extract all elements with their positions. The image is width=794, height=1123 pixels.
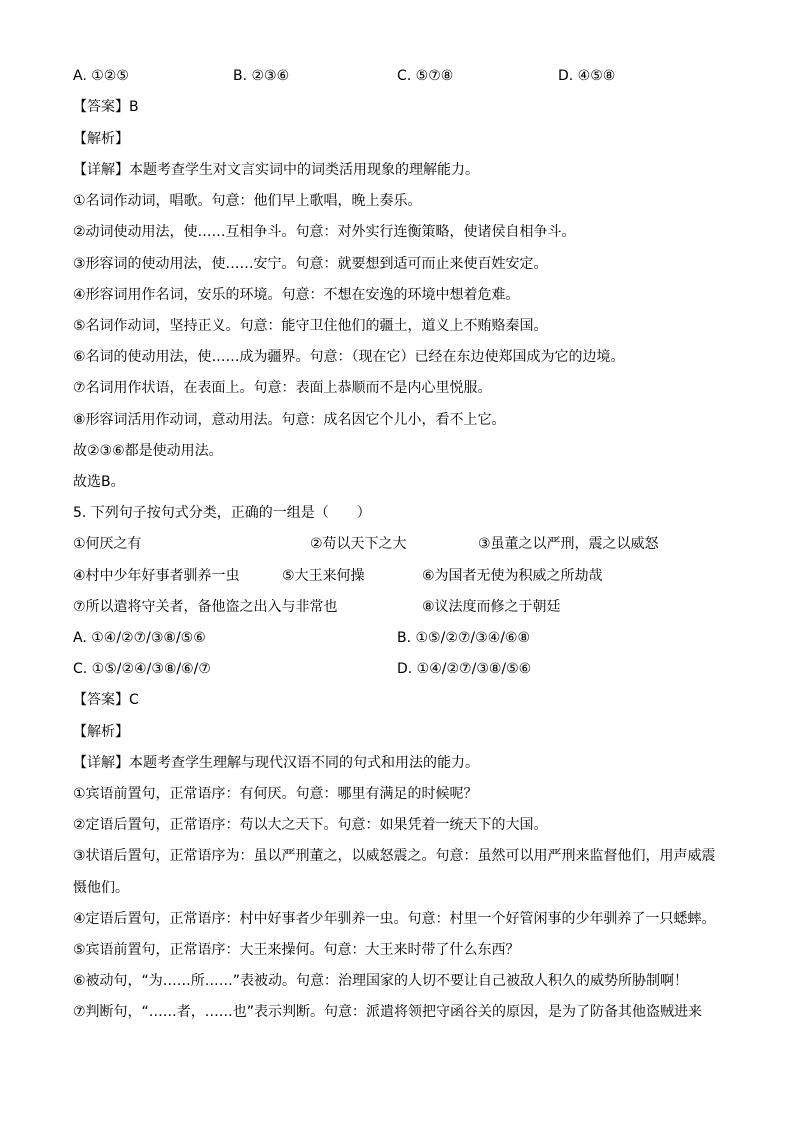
q5-sentence: ②苟以天下之大 [310,536,407,552]
q5-item: ⑦判断句，“……者，……也”表示判断。句意：派遣将领把守函谷关的原因，是为了防备其他盗贼进来 [73,1004,703,1020]
q4-analysis-label: 【解析】 [73,131,129,147]
q4-item: ②动词使动用法，使……互相争斗。句意：对外实行连衡策略，使诸侯自相争斗。 [73,224,576,240]
q4-final: 故选B。 [73,474,125,490]
q4-item: ⑥名词的使动用法，使……成为疆界。句意：（现在它）已经在东边使郑国成为它的边境。 [73,349,625,365]
q5-sentence: ⑥为国者无使为积威之所劫哉 [422,568,603,584]
q5-item: ⑥被动句，“为……所……”表被动。句意：治理国家的人切不要让自己被敌人积久的威势所胁制啊！ [73,973,689,989]
q4-item: ①名词作动词，唱歌。句意：他们早上歌唱，晚上奏乐。 [73,193,422,209]
q5-detail: 【详解】本题考查学生理解与现代汉语不同的句式和用法的能力。 [73,755,479,771]
q4-item: ③形容词的使动用法，使……安宁。句意：就要想到适可而止来使百姓安定。 [73,256,548,272]
q5-sentence: ③虽董之以严刑，震之以威怒 [478,536,659,552]
q4-option-b: B. ②③⑥ [233,68,290,84]
q5-sentence: ⑦所以遣将守关者，备他盗之出入与非常也 [73,599,338,615]
q5-stem: 5. 下列句子按句式分类，正确的一组是（ ） [73,505,371,521]
q4-option-c: C. ⑤⑦⑧ [397,68,454,84]
q4-detail: 【详解】本题考查学生对文言实词中的词类活用现象的理解能力。 [73,162,479,178]
q5-item: ①宾语前置句，正常语序：有何厌。句意：哪里有满足的时候呢？ [73,786,478,802]
q5-option-c: C. ①⑤/②④/③⑧/⑥/⑦ [73,661,211,677]
q4-option-a: A. ①②⑤ [73,68,129,84]
q4-item: ⑤名词作动词，坚持正义。句意：能守卫住他们的疆土，道义上不贿赂秦国。 [73,318,548,334]
q5-item: ③状语后置句，正常语序为：虽以严刑董之，以威怒震之。句意：虽然可以用严刑来监督他们，用声威震 [73,848,716,864]
q4-option-d: D. ④⑤⑧ [558,68,616,84]
q5-item: ②定语后置句，正常语序：苟以大之天下。句意：如果凭着一统天下的大国。 [73,817,548,833]
q5-option-b: B. ①⑤/②⑦/③④/⑥⑧ [397,630,531,646]
q4-answer: 【答案】B [73,99,139,115]
q5-item: ④定语后置句，正常语序：村中好事者少年驯养一虫。句意：村里一个好管闲事的少年驯养了一只蟋蟀。 [73,911,716,927]
q4-conclusion: 故②③⑥都是使动用法。 [73,443,223,459]
q5-sentence: ⑧议法度而修之于朝廷 [422,599,561,615]
q4-item: ⑦名词用作状语，在表面上。句意：表面上恭顺而不是内心里悦服。 [73,380,492,396]
q5-answer: 【答案】C [73,692,139,708]
q5-sentence: ④村中少年好事者驯养一虫 [73,568,240,584]
q5-sentence: ①何厌之有 [73,536,142,552]
q5-analysis-label: 【解析】 [73,724,129,740]
q5-item: ⑤宾语前置句，正常语序：大王来操何。句意：大王来时带了什么东西？ [73,942,520,958]
q5-item-continuation: 慑他们。 [73,880,129,896]
q5-option-a: A. ①④/②⑦/③⑧/⑤⑥ [73,630,206,646]
q5-sentence: ⑤大王来何操 [282,568,365,584]
q4-item: ④形容词用作名词，安乐的环境。句意：不想在安逸的环境中想着危难。 [73,287,520,303]
q4-item: ⑧形容词活用作动词，意动用法。句意：成名因它个儿小，看不上它。 [73,412,506,428]
q5-option-d: D. ①④/②⑦/③⑧/⑤⑥ [397,661,532,677]
